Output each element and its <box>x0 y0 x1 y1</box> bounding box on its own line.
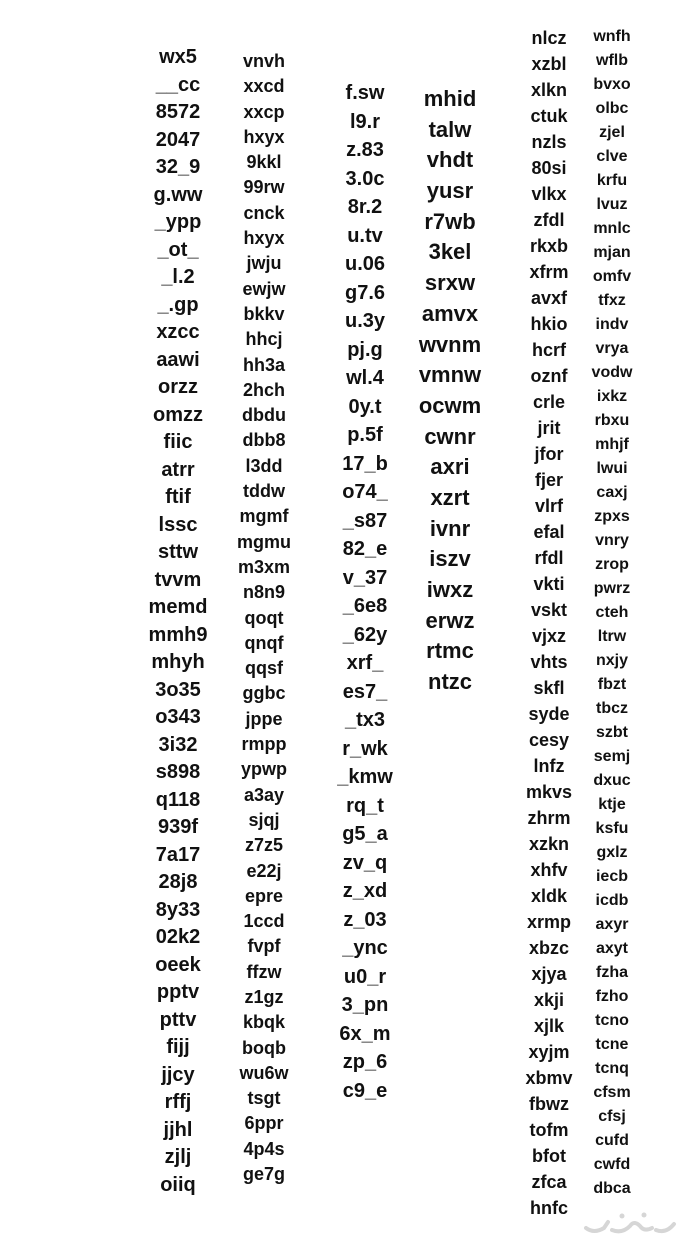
word-item: hh3a <box>242 354 285 375</box>
word-item: sttw <box>158 541 198 563</box>
word-item: cwnr <box>424 423 476 449</box>
word-item: ixkz <box>596 388 628 405</box>
word-item: r7wb <box>424 208 476 234</box>
word-item: r_wk <box>342 737 388 760</box>
word-column-6 <box>579 29 645 1205</box>
word-item: ksfu <box>595 820 629 837</box>
word-item: szbt <box>596 724 628 741</box>
word-item: vodw <box>591 364 633 381</box>
word-item: avxf <box>530 288 568 308</box>
word-item: jjhl <box>163 1118 193 1141</box>
word-item: ewjw <box>242 278 286 299</box>
word-item: z7z5 <box>244 835 284 856</box>
word-item: mnlc <box>593 220 631 237</box>
word-item: g5_a <box>342 823 388 845</box>
word-item: ivnr <box>429 515 471 541</box>
word-item: sjqj <box>248 809 280 830</box>
word-item: qoqt <box>244 607 284 628</box>
word-item: zjel <box>599 124 625 141</box>
word-item: tfxz <box>598 292 626 309</box>
word-item: e22j <box>246 860 282 881</box>
word-item: oeek <box>155 953 201 976</box>
word-item: xzrt <box>430 484 470 510</box>
word-item: omfv <box>592 268 632 285</box>
word-item: vhts <box>530 652 568 672</box>
word-item: xxcp <box>243 101 285 122</box>
word-item: vnry <box>595 532 629 549</box>
word-item: cnck <box>243 202 285 223</box>
word-item: axyr <box>595 916 629 933</box>
word-item: vrya <box>595 340 629 357</box>
word-item: 3i32 <box>158 733 198 756</box>
word-item: mgmu <box>237 531 291 552</box>
word-item: xhfv <box>530 860 568 880</box>
word-item: cteh <box>595 604 629 621</box>
word-item: lvuz <box>596 196 628 213</box>
word-item: clve <box>596 148 628 165</box>
word-item: ge7g <box>242 1164 285 1185</box>
word-item: caxj <box>596 484 628 501</box>
word-item: xjya <box>531 964 567 984</box>
word-item: skfl <box>533 678 565 698</box>
word-item: z_03 <box>343 908 387 931</box>
word-item: _ync <box>342 937 388 959</box>
word-item: 1ccd <box>243 911 285 932</box>
word-item: jppe <box>245 708 283 729</box>
word-item: 8y33 <box>155 898 201 921</box>
word-item: memd <box>148 596 208 618</box>
word-item: krfu <box>596 172 628 189</box>
word-item: tcne <box>595 1036 629 1053</box>
word-item: 80si <box>531 158 567 178</box>
word-item: pwrz <box>593 580 631 597</box>
word-item: ktje <box>598 796 626 813</box>
word-item: zrop <box>595 556 629 573</box>
word-item: cufd <box>595 1132 629 1149</box>
word-item: lwui <box>596 460 628 477</box>
word-item: axyt <box>595 940 629 957</box>
word-item: rfdl <box>534 548 564 568</box>
word-item: 3o35 <box>155 678 201 701</box>
word-item: g7.6 <box>344 281 386 304</box>
word-item: z.83 <box>346 139 384 161</box>
word-item: oznf <box>530 366 568 386</box>
word-item: iecb <box>595 868 628 885</box>
word-item: vkti <box>533 574 565 594</box>
word-item: vjxz <box>531 626 567 646</box>
word-item: xrf_ <box>346 652 384 674</box>
word-item: ypwp <box>240 759 287 780</box>
word-item: bvxo <box>593 76 631 93</box>
word-item: z1gz <box>244 986 284 1007</box>
word-item: p.5f <box>347 424 383 446</box>
word-item: _62y <box>342 623 388 646</box>
word-column-3 <box>325 83 405 1109</box>
word-item: jrit <box>537 418 561 438</box>
word-item: c9_e <box>342 1079 388 1102</box>
word-item: fbwz <box>529 1094 569 1114</box>
word-item: 28j8 <box>158 871 198 893</box>
word-item: v_37 <box>342 566 388 589</box>
word-column-2 <box>224 52 304 1190</box>
word-item: 4p4s <box>243 1138 285 1159</box>
word-item: xbzc <box>528 938 570 958</box>
word-item: _tx3 <box>344 709 386 731</box>
word-item: 2047 <box>155 128 201 151</box>
word-item: _ot_ <box>157 238 199 261</box>
word-item: vskt <box>530 600 568 620</box>
word-item: 3.0c <box>345 167 385 190</box>
word-item: n8n9 <box>242 582 285 603</box>
word-item: erwz <box>425 607 475 633</box>
word-item: aawi <box>156 348 200 371</box>
word-item: tsgt <box>247 1088 281 1109</box>
word-item: xbmv <box>525 1068 573 1088</box>
word-item: wx5 <box>159 46 197 68</box>
word-item: ntzc <box>428 669 472 695</box>
word-item: cesy <box>528 730 570 750</box>
word-item: hxyx <box>243 126 285 147</box>
word-item: dbca <box>593 1180 631 1197</box>
word-item: wu6w <box>239 1062 289 1083</box>
word-item: nzls <box>531 132 567 152</box>
word-item: bkkv <box>243 303 285 324</box>
word-item: g.ww <box>153 183 203 206</box>
word-item: axri <box>430 454 470 480</box>
word-item: pttv <box>159 1008 197 1031</box>
word-item: 8r.2 <box>347 196 383 218</box>
word-item: wflb <box>596 52 628 69</box>
word-item: orzz <box>158 376 198 398</box>
word-item: vmnw <box>418 362 482 388</box>
word-item: vnvh <box>242 51 285 71</box>
word-item: lssc <box>158 513 198 536</box>
word-item: tofm <box>529 1120 569 1140</box>
word-item: fjer <box>534 470 563 490</box>
word-item: o74_ <box>342 481 388 503</box>
word-item: gxlz <box>596 844 628 861</box>
word-item: xzkn <box>528 834 570 854</box>
word-item: 939f <box>157 816 199 838</box>
word-item: rkxb <box>529 236 569 256</box>
word-item: 99rw <box>243 177 285 198</box>
word-item: qqsf <box>245 658 283 679</box>
word-item: rq_t <box>346 794 384 817</box>
word-item: zp_6 <box>342 1051 388 1073</box>
word-item: 7a17 <box>155 843 201 866</box>
word-item: o343 <box>155 706 201 728</box>
word-item: boqb <box>242 1037 286 1058</box>
word-item: lnfz <box>533 756 565 776</box>
word-item: ctuk <box>530 106 568 126</box>
word-item: 17_b <box>342 452 388 475</box>
word-item: 0y.t <box>348 395 382 418</box>
word-item: ffzw <box>246 961 282 982</box>
word-item: wnfh <box>593 28 631 45</box>
word-item: hcrf <box>531 340 566 360</box>
word-item: iwxz <box>426 577 474 602</box>
word-item: tcnq <box>595 1060 629 1077</box>
word-item: tddw <box>243 481 285 502</box>
word-item: a3ay <box>243 784 285 805</box>
word-item: indv <box>595 316 629 333</box>
word-item: oiiq <box>160 1173 196 1196</box>
word-item: amvx <box>421 300 479 326</box>
word-item: ltrw <box>597 628 627 645</box>
word-item: _s87 <box>342 509 388 532</box>
word-item: 3_pn <box>341 994 389 1016</box>
word-item: hnfc <box>530 1198 568 1218</box>
word-item: zfca <box>531 1172 567 1192</box>
word-item: _kmw <box>337 766 393 788</box>
word-item: mgmf <box>239 506 289 527</box>
word-item: 82_e <box>342 538 388 560</box>
word-item: ocwm <box>418 392 482 418</box>
word-item: nlcz <box>531 28 567 48</box>
word-item: hhcj <box>245 329 283 350</box>
word-item: mmh9 <box>148 623 208 646</box>
word-item: rtmc <box>426 638 474 664</box>
word-item: wvnm <box>418 331 482 357</box>
word-item: srxw <box>424 270 476 296</box>
word-item: jwju <box>246 253 282 274</box>
haraj-logo-watermark-icon <box>582 1208 678 1238</box>
word-item: xjlk <box>533 1016 565 1036</box>
word-item: 02k2 <box>155 926 201 948</box>
word-item: vlrf <box>534 496 563 516</box>
word-item: fijj <box>166 1036 190 1058</box>
word-column-5 <box>511 29 587 1225</box>
word-item: f.sw <box>345 82 385 104</box>
word-item: cwfd <box>593 1156 631 1173</box>
word-item: __cc <box>155 73 201 96</box>
word-item: tbcz <box>596 700 628 717</box>
word-item: mhyh <box>151 651 205 673</box>
word-item: wl.4 <box>346 367 384 389</box>
word-item: epre <box>244 885 284 906</box>
word-item: vlkx <box>531 184 567 204</box>
word-item: hxyx <box>243 228 285 249</box>
word-item: nxjy <box>595 652 628 669</box>
word-item: zpxs <box>594 508 630 525</box>
word-item: fzho <box>595 988 629 1005</box>
word-item: syde <box>528 704 570 724</box>
word-item: 6ppr <box>244 1113 284 1134</box>
word-item: cfsm <box>593 1084 631 1101</box>
word-item: tcno <box>595 1012 629 1029</box>
word-item: dxuc <box>593 772 631 789</box>
word-item: mhid <box>423 86 477 111</box>
word-item: talw <box>428 116 472 142</box>
word-item: efal <box>533 522 565 542</box>
word-item: u0_r <box>343 965 387 988</box>
word-item: yusr <box>426 178 474 204</box>
word-item: icdb <box>595 892 629 909</box>
word-item: 2hch <box>242 379 285 400</box>
word-item: ggbc <box>242 683 286 704</box>
word-item: l9.r <box>349 110 381 133</box>
word-item: u.3y <box>344 310 386 332</box>
word-item: u.tv <box>347 224 383 247</box>
word-item: u.06 <box>344 253 386 275</box>
word-column-4 <box>410 88 490 702</box>
word-item: mjan <box>593 244 631 261</box>
word-item: xxcd <box>243 76 285 97</box>
word-item: hkio <box>530 314 568 334</box>
word-item: fzha <box>596 964 628 981</box>
word-item: zv_q <box>342 851 388 874</box>
word-item: 8572 <box>155 101 201 123</box>
word-item: _ypp <box>154 211 202 233</box>
word-item: 3kel <box>428 239 472 265</box>
word-item: kbqk <box>242 1012 285 1033</box>
word-item: rffj <box>164 1091 192 1113</box>
word-item: m3xm <box>237 556 291 577</box>
word-item: xzcc <box>156 321 200 343</box>
word-item: 6x_m <box>339 1022 391 1045</box>
word-item: dbb8 <box>242 430 286 451</box>
word-item: ftif <box>165 486 191 508</box>
word-item: vhdt <box>426 147 474 173</box>
word-item: fiic <box>163 431 193 453</box>
word-item: xrmp <box>526 912 571 932</box>
word-item: xkji <box>533 990 565 1010</box>
word-item: qnqf <box>244 632 284 653</box>
word-item: s898 <box>155 761 201 783</box>
word-item: zfdl <box>533 210 565 230</box>
word-item: pptv <box>156 981 200 1003</box>
word-item: fvpf <box>247 936 281 957</box>
word-item: zhrm <box>527 808 571 828</box>
word-item: tvvm <box>154 568 202 591</box>
word-column-1 <box>138 47 218 1202</box>
word-item: zjlj <box>164 1146 192 1168</box>
word-item: xfrm <box>529 262 569 282</box>
word-item: rmpp <box>241 734 287 755</box>
word-item: _6e8 <box>342 595 388 617</box>
word-item: xldk <box>530 886 568 906</box>
word-item: 32_9 <box>155 156 201 178</box>
word-item: olbc <box>595 100 629 117</box>
word-item: omzz <box>153 403 203 426</box>
word-item: _.gp <box>157 293 199 316</box>
word-item: bfot <box>532 1146 566 1166</box>
word-item: jjcy <box>161 1063 195 1086</box>
word-item: l3dd <box>245 455 283 476</box>
word-item: z_xd <box>342 880 388 902</box>
word-item: _l.2 <box>161 266 195 288</box>
word-item: crle <box>532 392 566 412</box>
word-item: xyjm <box>528 1042 570 1062</box>
word-item: es7_ <box>342 680 388 703</box>
word-item: rbxu <box>594 412 630 429</box>
word-item: cfsj <box>598 1108 626 1125</box>
word-item: xlkn <box>530 80 568 100</box>
word-item: jfor <box>534 444 564 464</box>
word-item: iszv <box>429 546 471 572</box>
word-item: mkvs <box>525 782 573 802</box>
word-item: mhjf <box>595 436 629 453</box>
word-item: xzbl <box>531 54 567 74</box>
word-item: pj.g <box>347 338 383 361</box>
word-item: q118 <box>155 788 201 811</box>
word-item: dbdu <box>242 405 286 426</box>
word-item: 9kkl <box>246 152 282 173</box>
word-item: semj <box>593 748 631 765</box>
word-item: fbzt <box>597 676 627 693</box>
word-item: atrr <box>161 458 195 481</box>
